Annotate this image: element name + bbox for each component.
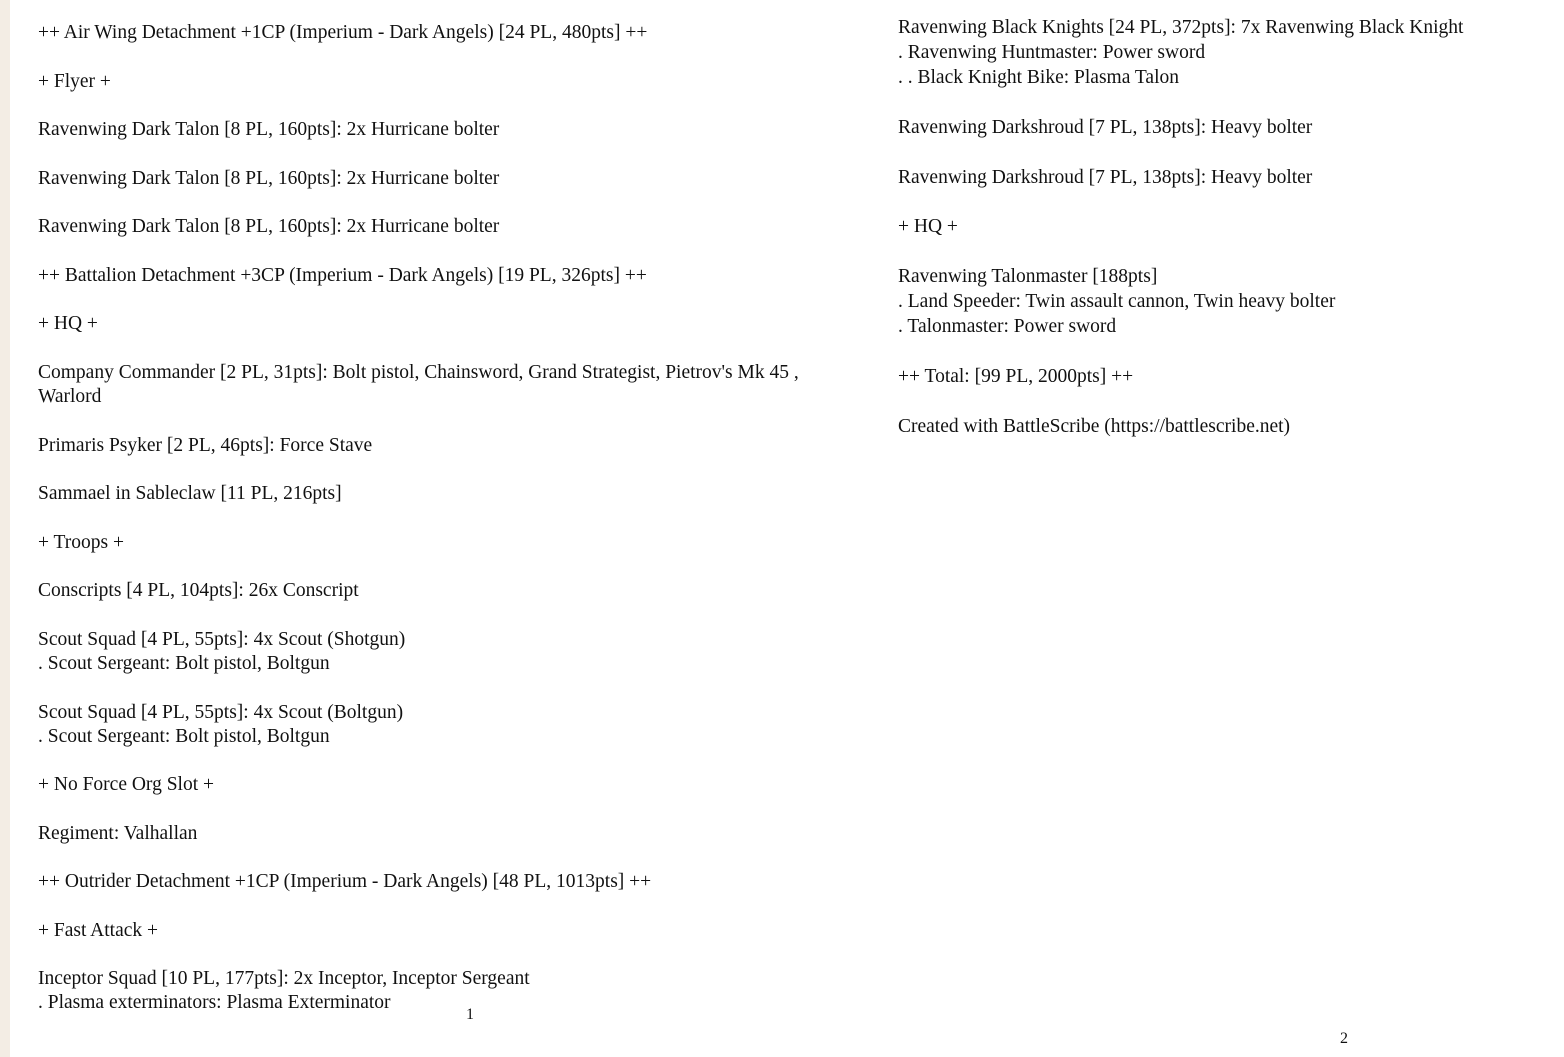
section-heading: + Flyer + [38, 71, 111, 92]
unit-entry: Primaris Psyker [2 PL, 46pts]: Force Stave [38, 435, 373, 456]
page-number: 2 [1340, 1030, 1348, 1047]
document-page-1 [10, 0, 876, 1057]
unit-entry: Conscripts [4 PL, 104pts]: 26x Conscript [38, 580, 359, 601]
unit-entry: Ravenwing Darkshroud [7 PL, 138pts]: Heavy bolter [898, 117, 1313, 138]
unit-upgrade: . . Black Knight Bike: Plasma Talon [898, 67, 1179, 88]
page-number: 1 [466, 1006, 474, 1023]
unit-entry: Ravenwing Black Knights [24 PL, 372pts]: 7x Ravenwing Black Knight [898, 17, 1464, 38]
unit-upgrade: . Talonmaster: Power sword [898, 316, 1117, 337]
unit-entry-continued: Warlord [38, 386, 102, 407]
unit-entry: Regiment: Valhallan [38, 823, 198, 844]
section-heading: + HQ + [38, 313, 98, 334]
detachment-heading: ++ Outrider Detachment +1CP (Imperium - Dark Angels) [48 PL, 1013pts] ++ [38, 871, 652, 892]
unit-entry: Inceptor Squad [10 PL, 177pts]: 2x Inceptor, Inceptor Sergeant [38, 968, 530, 989]
section-heading: + HQ + [898, 216, 958, 237]
unit-entry: Ravenwing Dark Talon [8 PL, 160pts]: 2x Hurricane bolter [38, 168, 500, 189]
unit-entry: Scout Squad [4 PL, 55pts]: 4x Scout (Boltgun) [38, 702, 404, 723]
unit-upgrade: . Plasma exterminators: Plasma Exterminator [38, 992, 391, 1013]
created-with-note: Created with BattleScribe (https://battlescribe.net) [898, 416, 1291, 437]
section-heading: + No Force Org Slot + [38, 774, 215, 795]
unit-upgrade: . Ravenwing Huntmaster: Power sword [898, 42, 1206, 63]
unit-entry: Ravenwing Darkshroud [7 PL, 138pts]: Heavy bolter [898, 167, 1313, 188]
document-page-2 [876, 0, 1564, 1057]
section-heading: + Fast Attack + [38, 920, 159, 941]
unit-upgrade: . Scout Sergeant: Bolt pistol, Boltgun [38, 653, 330, 674]
unit-upgrade: . Land Speeder: Twin assault cannon, Twin heavy bolter [898, 291, 1336, 312]
detachment-heading: ++ Battalion Detachment +3CP (Imperium - Dark Angels) [19 PL, 326pts] ++ [38, 265, 647, 286]
unit-entry: Sammael in Sableclaw [11 PL, 216pts] [38, 483, 342, 504]
detachment-heading: ++ Air Wing Detachment +1CP (Imperium - Dark Angels) [24 PL, 480pts] ++ [38, 22, 648, 43]
unit-entry: Ravenwing Talonmaster [188pts] [898, 266, 1158, 287]
unit-entry: Scout Squad [4 PL, 55pts]: 4x Scout (Shotgun) [38, 629, 406, 650]
unit-upgrade: . Scout Sergeant: Bolt pistol, Boltgun [38, 726, 330, 747]
unit-entry: Company Commander [2 PL, 31pts]: Bolt pistol, Chainsword, Grand Strategist, Pietrov's Mk 45 , [38, 362, 799, 383]
total-line: ++ Total: [99 PL, 2000pts] ++ [898, 366, 1134, 387]
section-heading: + Troops + [38, 532, 124, 553]
unit-entry: Ravenwing Dark Talon [8 PL, 160pts]: 2x Hurricane bolter [38, 119, 500, 140]
unit-entry: Ravenwing Dark Talon [8 PL, 160pts]: 2x Hurricane bolter [38, 216, 500, 237]
